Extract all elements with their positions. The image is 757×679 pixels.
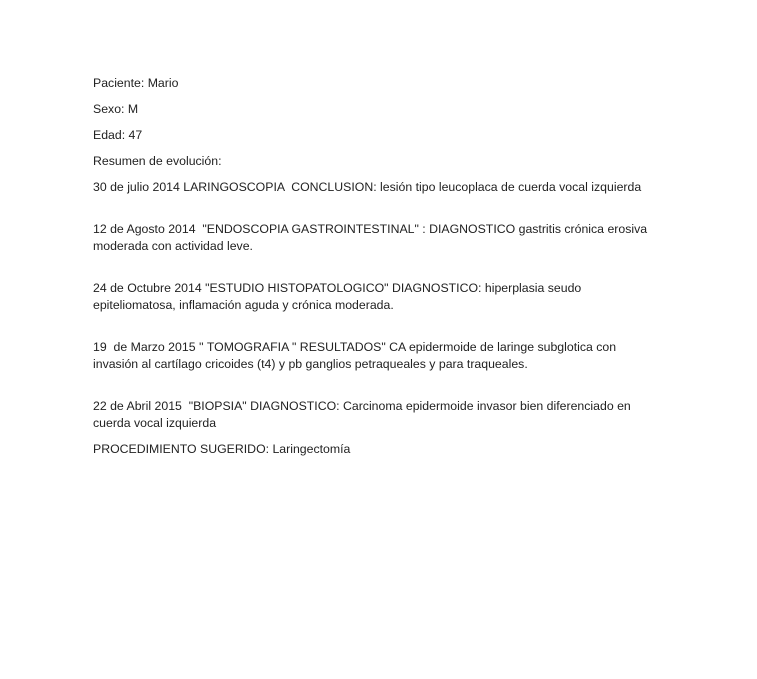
evolution-entry: 24 de Octubre 2014 "ESTUDIO HISTOPATOLOGICO" DIAGNOSTICO: hiperplasia seudo epiteliomatosa, inflamación aguda y crónica moderada. (93, 281, 585, 312)
patient-age: Edad: 47 (93, 128, 143, 142)
document-page (93, 75, 663, 458)
patient-sex: Sexo: M (93, 102, 139, 116)
summary-heading: Resumen de evolución: (93, 154, 222, 168)
patient-name: Paciente: Mario (93, 76, 179, 90)
evolution-entry: 19 de Marzo 2015 '' TOMOGRAFIA " RESULTADOS" CA epidermoide de laringe subglotica con invasión al cartílago cricoides (t4) y pb ganglios petraqueales y para traqueales. (93, 340, 620, 371)
evolution-entry: 30 de julio 2014 LARINGOSCOPIA CONCLUSION: lesión tipo leucoplaca de cuerda vocal izquierda (93, 180, 642, 194)
evolution-entry: 22 de Abril 2015 "BIOPSIA" DIAGNOSTICO: Carcinoma epidermoide invasor bien diferenciado en cuerda vocal izquierda (93, 399, 635, 430)
suggested-procedure: PROCEDIMIENTO SUGERIDO: Laringectomía (93, 442, 351, 456)
evolution-entry: 12 de Agosto 2014 "ENDOSCOPIA GASTROINTESTINAL" : DIAGNOSTICO gastritis crónica erosiva moderada con actividad leve. (93, 222, 651, 253)
